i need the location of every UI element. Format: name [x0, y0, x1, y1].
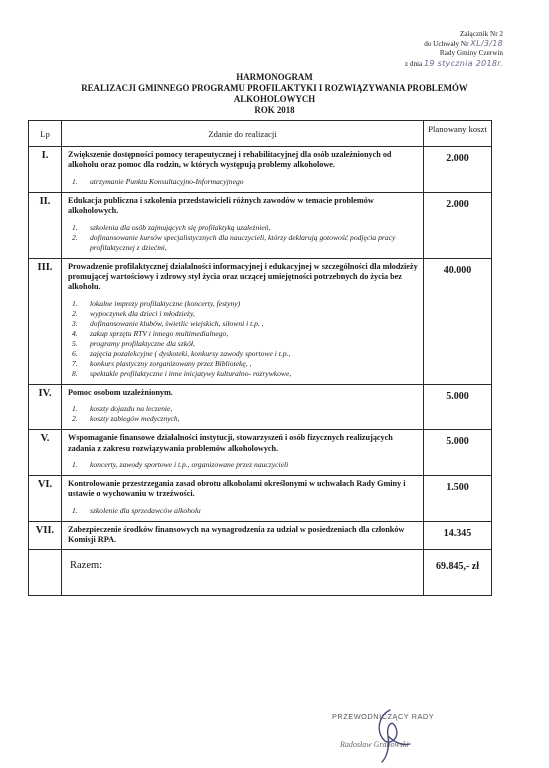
total-label: Razem: — [62, 549, 424, 595]
list-item-number: 1. — [72, 460, 78, 470]
list-item-number: 1. — [72, 176, 78, 186]
table-row — [29, 430, 492, 476]
planned-cost: 5.000 — [424, 430, 492, 476]
attachment-note — [333, 30, 503, 69]
header-cost: Planowany koszt — [424, 121, 492, 147]
list-item-number: 1. — [72, 404, 78, 414]
header-task: Zdanie do realizacji — [62, 121, 424, 147]
task-cell — [62, 147, 424, 193]
list-item — [68, 369, 418, 379]
list-item — [68, 460, 418, 470]
list-item-number: 1. — [72, 505, 78, 515]
list-item-text: koszty zabiegów medycznych, — [90, 414, 180, 424]
resolution-number-line — [333, 39, 503, 49]
list-item — [68, 414, 418, 424]
attachment-number: Załącznik Nr 2 — [459, 30, 503, 38]
chairman-stamp-title: PRZEWODNICZĄCY RADY — [332, 712, 435, 721]
task-description: Zabezpieczenie środków finansowych na wynagrodzenia za udział w posiedzeniach dla członków Komisji RPA. — [68, 524, 405, 545]
document-title: HARMONOGRAM — [236, 72, 313, 82]
list-item — [68, 349, 418, 359]
list-item-number: 3. — [72, 318, 78, 328]
planned-cost: 2.000 — [424, 147, 492, 193]
task-subitems — [68, 177, 418, 187]
list-item-number: 2. — [72, 308, 78, 318]
list-item-text: spektakle profilaktyczne i inne inicjatywy kulturalno- rozrywkowe, — [90, 368, 292, 378]
list-item — [68, 404, 418, 414]
planned-cost: 5.000 — [424, 384, 492, 429]
table-row — [29, 192, 492, 258]
planned-cost: 14.345 — [424, 521, 492, 549]
resolution-date-line — [333, 59, 503, 69]
task-cell — [62, 476, 424, 522]
row-number: IV. — [29, 384, 62, 429]
list-item-number: 7. — [72, 358, 78, 368]
task-description: Wspomaganie finansowe działalności instytucji, stowarzyszeń i osób fizycznych realizujących zadania z zakresu rozwiązywania problemów alkoholowych. — [68, 433, 393, 453]
list-item — [68, 177, 418, 187]
table-row — [29, 384, 492, 429]
task-cell — [62, 258, 424, 384]
list-item-number: 1. — [72, 222, 78, 232]
task-subitems — [68, 223, 418, 253]
list-item-text: koncerty, zawody sportowe i t.p., organizowane przez nauczycieli — [90, 460, 289, 470]
list-item — [68, 506, 418, 516]
schedule-table — [28, 120, 492, 596]
task-cell — [62, 430, 424, 476]
row-number: V. — [29, 430, 62, 476]
date-prefix: z dnia — [404, 59, 423, 68]
list-item-number: 4. — [72, 328, 78, 338]
planned-cost: 40.000 — [424, 258, 492, 384]
row-number: III. — [29, 258, 62, 384]
list-item-text: programy profilaktyczne dla szkół, — [90, 338, 195, 348]
task-subitems — [68, 460, 418, 470]
list-item-number: 5. — [72, 338, 78, 348]
table-row — [29, 258, 492, 384]
resolution-prefix: do Uchwały Nr — [424, 40, 469, 49]
task-subitems — [68, 404, 418, 424]
list-item-text: szkolenie dla sprzedawców alkoholu — [90, 505, 201, 515]
document-subtitle-1: REALIZACJI GMINNEGO PROGRAMU PROFILAKTYKI I ROZWIĄZYWANIA PROBLEMÓW — [81, 83, 468, 93]
header-lp: Lp — [29, 121, 62, 147]
list-item — [68, 339, 418, 349]
row-number: I. — [29, 147, 62, 193]
table-row — [29, 147, 492, 193]
list-item-text: dofinansowanie klubów, świetlic wiejskich, siłowni i t.p. , — [90, 318, 264, 328]
task-description: Pomoc osobom uzależnionym. — [68, 387, 173, 397]
list-item-text: zajęcia pozalekcyjne ( dyskoteki, konkursy zawody sportowe i t.p., — [90, 348, 291, 358]
list-item-text: utrzymanie Punktu Konsultacyjno-Informacyjnego — [90, 176, 244, 186]
task-subitems — [68, 506, 418, 516]
task-cell — [62, 521, 424, 549]
list-item-number: 1. — [72, 298, 78, 308]
task-description: Edukacja publiczna i szkolenia przedstawicieli różnych zawodów w temacie problemów alkoholowych. — [68, 195, 374, 216]
table-row — [29, 521, 492, 549]
list-item-number: 2. — [72, 414, 78, 424]
list-item-text: szkolenia dla osób zajmujących się profilaktyką uzależnień, — [90, 222, 271, 232]
table-row — [29, 476, 492, 522]
council-name: Rady Gminy Czerwin — [439, 49, 503, 58]
row-number: VI. — [29, 476, 62, 522]
row-number: II. — [29, 192, 62, 258]
list-item — [68, 359, 418, 369]
handwritten-signature — [360, 706, 420, 764]
total-value: 69.845,- zł — [424, 549, 492, 595]
task-subitems — [68, 299, 418, 379]
list-item — [68, 319, 418, 329]
document-heading — [0, 72, 549, 116]
list-item-number: 2. — [72, 232, 78, 242]
task-description: Kontrolowanie przestrzegania zasad obrotu alkoholami określonymi w uchwałach Rady Gminy i ustawie o wychowaniu w trzeźwości. — [68, 479, 406, 499]
list-item — [68, 299, 418, 309]
list-item — [68, 233, 418, 253]
planned-cost: 2.000 — [424, 192, 492, 258]
document-subtitle-2: ALKOHOLOWYCH — [233, 94, 316, 104]
list-item-text: dofinansowanie kursów specjalistycznych dla nauczycieli, którzy deklarują gotowość podjęcia pracy profilaktycznej z dziećmi, — [90, 232, 396, 252]
date-handwritten: 19 stycznia 2018r. — [424, 58, 503, 68]
task-description: Prowadzenie profilaktycznej działalności informacyjnej i edukacyjnej w szczególności dla młodzieży promującej wartościowy i zdrowy styl życia oraz uczącej umiejętności potrzebnych do życia bez alkoholu. — [68, 261, 418, 292]
task-description: Zwiększenie dostępności pomocy terapeutycznej i rehabilitacyjnej dla osób uzależnionych od alkoholu oraz pomoc dla rodzin, w których występują problemy alkoholowe. — [68, 150, 392, 170]
list-item-text: konkurs plastyczny zorganizowany przez Bibliotekę, , — [90, 358, 252, 368]
task-cell — [62, 192, 424, 258]
list-item-text: zakup sprzętu RTV i innego multimedialnego, — [90, 328, 229, 338]
chairman-stamp-name: Radosław Grabowski — [340, 740, 409, 749]
list-item — [68, 309, 418, 319]
list-item — [68, 223, 418, 233]
list-item-number: 6. — [72, 348, 78, 358]
list-item-text: lokalne imprezy profilaktyczne (koncerty, festyny) — [90, 298, 241, 308]
document-year: ROK 2018 — [254, 105, 295, 115]
list-item — [68, 329, 418, 339]
resolution-number-handwritten: XL/3/18 — [470, 39, 503, 49]
list-item-text: koszty dojazdu na leczenie, — [90, 404, 173, 414]
planned-cost: 1.500 — [424, 476, 492, 522]
list-item-text: wypoczynek dla dzieci i młodzieży, — [90, 308, 195, 318]
total-empty-cell — [29, 549, 62, 595]
task-cell — [62, 384, 424, 429]
row-number: VII. — [29, 521, 62, 549]
list-item-number: 8. — [72, 368, 78, 378]
